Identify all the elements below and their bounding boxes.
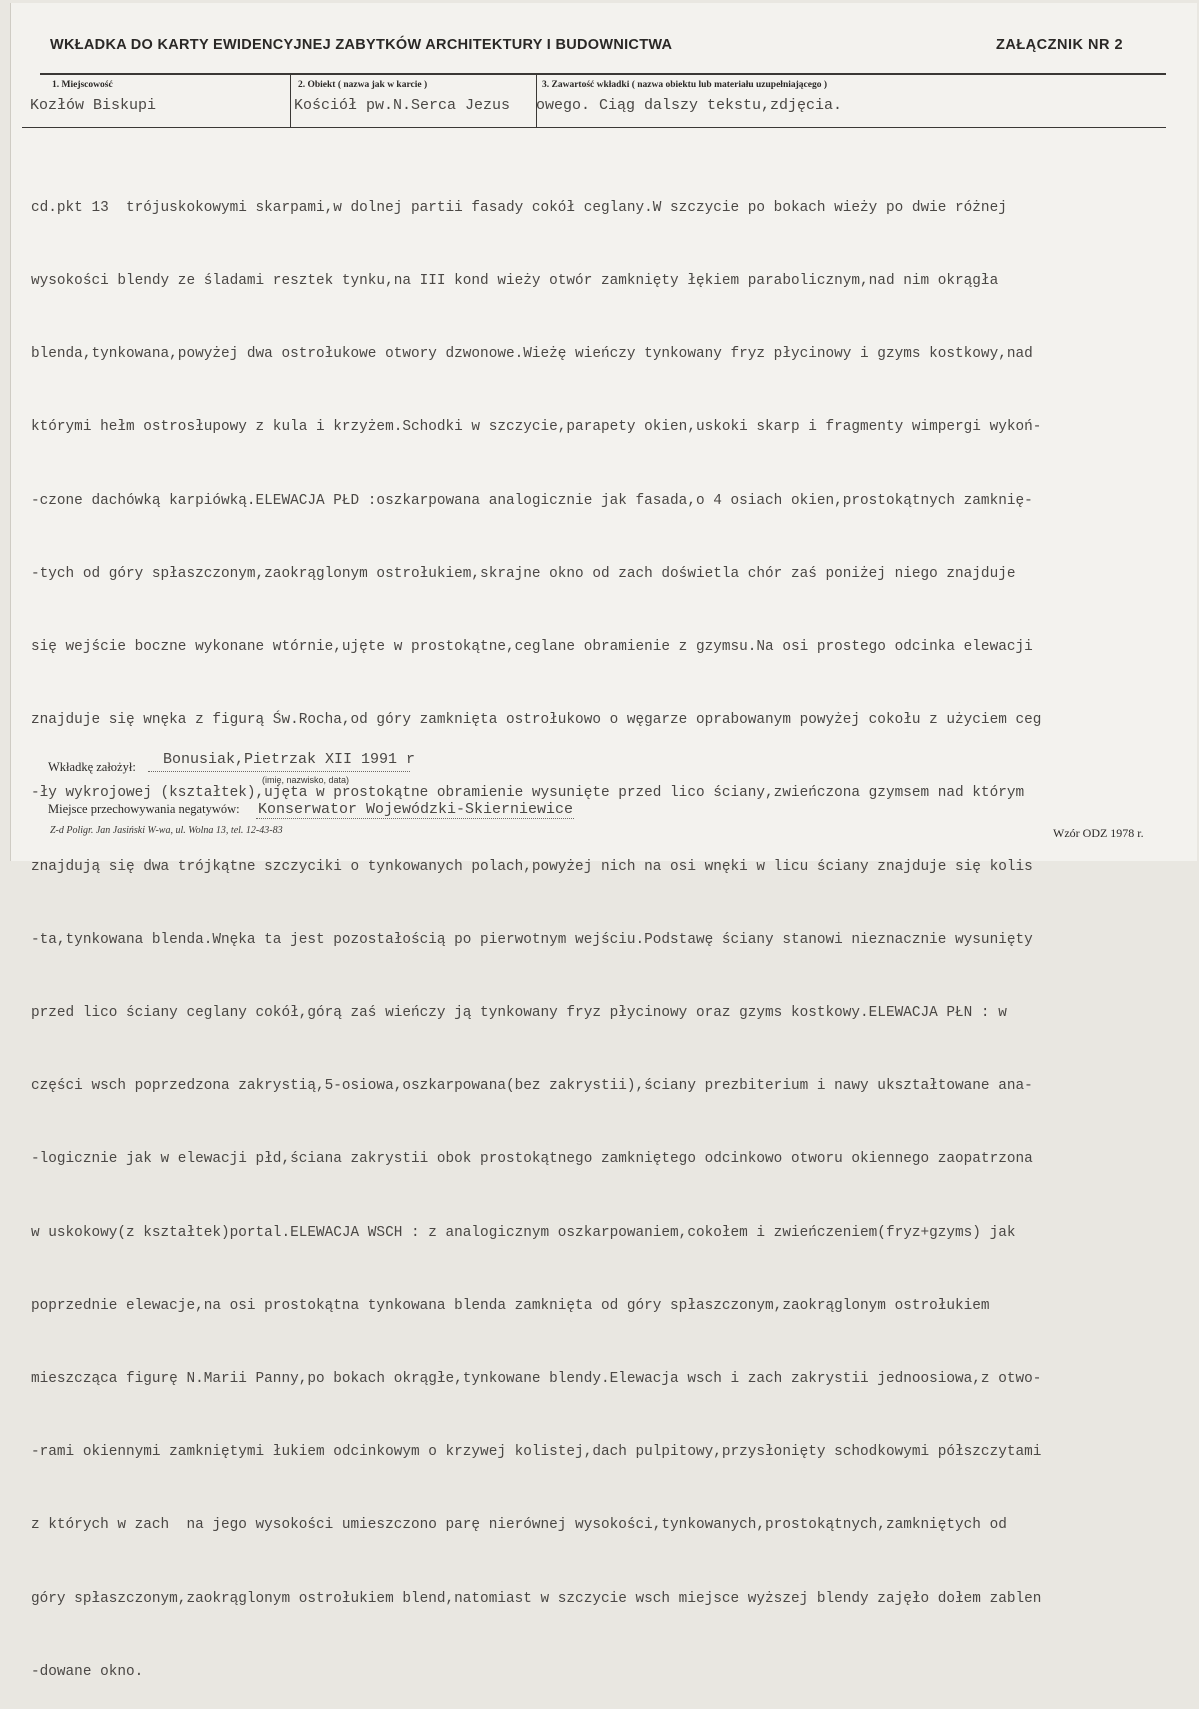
text-line: -rami okiennymi zamkniętymi łukiem odcinkowym o krzywej kolistej,dach pulpitowy,przysłonięty schodkowymi półszczytami	[31, 1444, 1042, 1461]
text-line: góry spłaszczonym,zaokrąglonym ostrołukiem blend,natomiast w szczycie wsch miejsce wyższej blendy zajęło dołem zablen	[31, 1590, 1042, 1607]
description-text	[31, 147, 1181, 1709]
text-line: którymi hełm ostrosłupowy z kula i krzyżem.Schodki w szczycie,parapety okien,uskoki skarp i fragmenty wimpergi wykoń-	[31, 419, 1042, 436]
negatives-label: Miejsce przechowywania negatywów:	[48, 802, 240, 816]
text-line: przed lico ściany ceglany cokół,górą zaś wieńczy ją tynkowany fryz płycinowy oraz gzyms kostkowy.ELEWACJA PŁN : w	[31, 1005, 1007, 1022]
field-value-locality: Kozłów Biskupi	[30, 97, 157, 114]
text-line: wysokości blendy ze śladami resztek tynku,na III kond wieży otwór zamknięty łękiem parabolicznym,nad nim okrągła	[31, 273, 999, 290]
text-line: w uskokowy(z kształtek)portal.ELEWACJA WSCH : z analogicznym oszkarpowaniem,cokołem i zwieńczeniem(fryz+gzyms) jak	[31, 1224, 1016, 1241]
created-by-caption: (imię, nazwisko, data)	[262, 775, 350, 785]
text-line: -czone dachówką karpiówką.ELEWACJA PŁD :oszkarpowana analogicznie jak fasada,o 4 osiach okien,prostokątnych zamknię-	[31, 492, 1033, 509]
fields-rule	[22, 127, 1166, 128]
created-by-dotted-line	[148, 771, 410, 772]
text-line: -ły wykrojowej (kształtek),ujęta w prostokątne obramienie wysunięte przed lico ściany,zwieńczona gzymsem nad którym	[31, 785, 1025, 802]
text-line: -ta,tynkowana blenda.Wnęka ta jest pozostałością po pierwotnym wejściu.Podstawę ściany stanowi nieznacznie wysunięty	[31, 931, 1033, 948]
form-number: Wzór ODZ 1978 r.	[1053, 826, 1144, 840]
text-line: poprzednie elewacje,na osi prostokątna tynkowana blenda zamknięta od góry spłaszczonym,zaokrąglonym ostrołukiem	[31, 1297, 990, 1314]
text-line: blenda,tynkowana,powyżej dwa ostrołukowe otwory dzwonowe.Wieżę wieńczy tynkowany fryz płycinowy i gzyms kostkowy,nad	[31, 346, 1033, 363]
field-label-locality: 1. Miejscowość	[52, 80, 113, 90]
text-line: znajduje się wnęka z figurą Św.Rocha,od góry zamknięta ostrołukowo o węgarze oprabowanym powyżej cokołu z użyciem ceg	[31, 712, 1042, 729]
text-line: cd.pkt 13 trójuskokowymi skarpami,w dolnej partii fasady cokół ceglany.W szczycie po bokach wieży po dwie różnej	[31, 199, 1007, 216]
text-line: się wejście boczne wykonane wtórnie,ujęte w prostokątne,ceglane obramienie z gzymsu.Na osi prostego odcinka elewacji	[31, 639, 1033, 656]
field-label-object: 2. Obiekt ( nazwa jak w karcie )	[298, 80, 428, 90]
text-line: -tych od góry spłaszczonym,zaokrąglonym ostrołukiem,skrajne okno od zach doświetla chór zaś poniżej niego znajduje	[31, 565, 1016, 582]
text-line: -dowane okno.	[31, 1663, 144, 1680]
created-by-label: Wkładkę założył:	[48, 760, 136, 774]
created-by-value: Bonusiak,Pietrzak XII 1991 r	[163, 751, 416, 768]
text-line: części wsch poprzedzona zakrystią,5-osiowa,oszkarpowana(bez zakrystii),ściany prezbiterium i nawy ukształtowane ana-	[31, 1078, 1033, 1095]
text-line: z których w zach na jego wysokości umieszczono parę nierównej wysokości,tynkowanych,prostokątnych,zamkniętych od	[31, 1517, 1007, 1534]
field-divider	[290, 73, 291, 127]
text-line: znajdują się dwa trójkątne szczyciki o tynkowanych polach,powyżej nich na osi wnęki w licu ściany znajduje się kolis	[31, 858, 1033, 875]
text-line: -logicznie jak w elewacji płd,ściana zakrystii obok prostokątnego zamkniętego odcinkowo otworu okiennego zaopatrzona	[31, 1151, 1033, 1168]
header-rule	[40, 73, 1166, 75]
negatives-value: Konserwator Wojewódzki-Skierniewice	[258, 801, 574, 818]
attachment-number: ZAŁĄCZNIK NR 2	[996, 37, 1124, 53]
text-line: mieszcząca figurę N.Marii Panny,po bokach okrągłe,tynkowane blendy.Elewacja wsch i zach zakrystii jednoosiowa,z otwo-	[31, 1371, 1042, 1388]
field-value-contents: owego. Ciąg dalszy tekstu,zdjęcia.	[536, 97, 843, 114]
field-value-object: Kościół pw.N.Serca Jezus	[294, 97, 511, 114]
negatives-dotted-line	[256, 818, 574, 819]
field-label-contents: 3. Zawartość wkładki ( nazwa obiektu lub materiału uzupełniającego )	[542, 80, 828, 90]
form-title: WKŁADKA DO KARTY EWIDENCYJNEJ ZABYTKÓW ARCHITEKTURY I BUDOWNICTWA	[50, 37, 673, 53]
printer-imprint: Z-d Poligr. Jan Jasiński W-wa, ul. Wolna 13, tel. 12-43-83	[50, 825, 283, 836]
